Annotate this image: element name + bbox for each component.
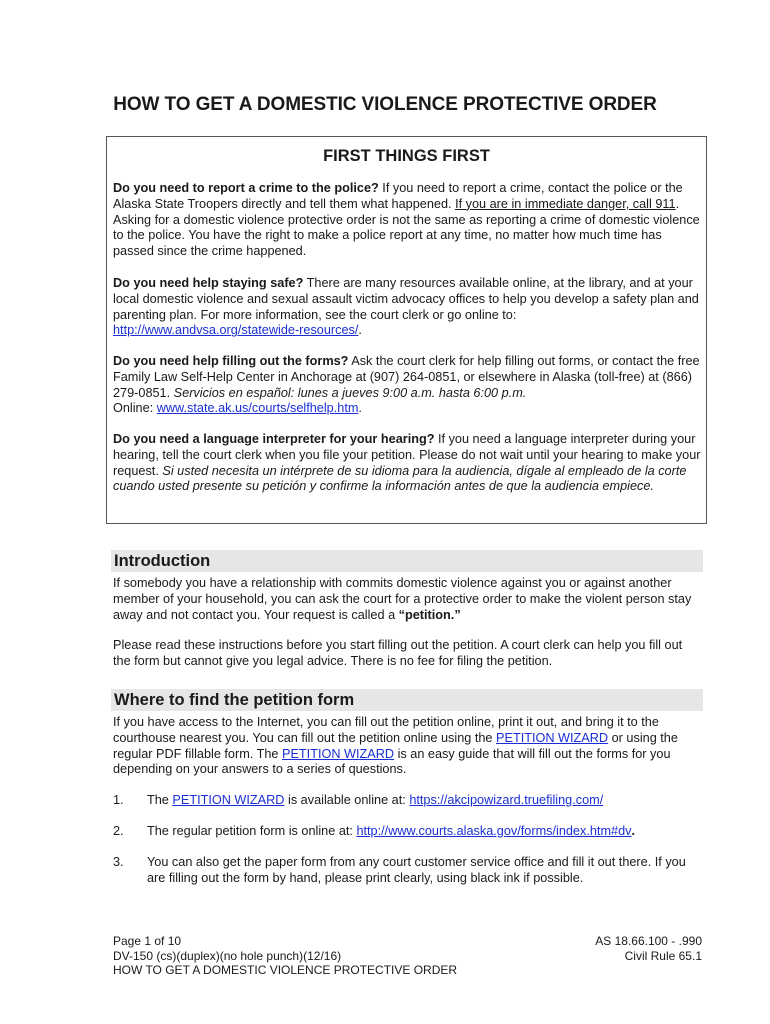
petition-wizard-link[interactable]: PETITION WIZARD <box>496 730 609 745</box>
footer-right <box>470 934 702 963</box>
question: Do you need help staying safe? <box>113 276 304 290</box>
question: Do you need a language interpreter for your hearing? <box>113 432 435 446</box>
emergency-note: If you are in immediate danger, call 911 <box>455 196 676 211</box>
question: Do you need help filling out the forms? <box>113 354 349 368</box>
interpreter-paragraph: Do you need a language interpreter for your hearing? If you need a language interpreter during your hearing, tell the court clerk when you file your petition. Please do not wait until your hearing to make your request. Si usted necesita un intérprete de su idioma para la audiencia, dígale al empleado de la corte cuando usted presente su petición y confirme la información antes de que la audiencia empiece. <box>113 432 701 494</box>
page-title: HOW TO GET A DOMESTIC VIOLENCE PROTECTIVE ORDER <box>113 94 657 115</box>
question: Do you need to report a crime to the police? <box>113 181 379 195</box>
intro-paragraph-2: Please read these instructions before you start filling out the petition. A court clerk can help you fill out the form but cannot give you legal advice. There is no fee for filing the petition. <box>113 638 683 668</box>
list-number: 3. <box>113 855 124 869</box>
list-item: The regular petition form is online at: http://www.courts.alaska.gov/forms/index.htm#dv. <box>147 824 635 838</box>
civil-rule-reference: Civil Rule 65.1 <box>624 948 702 963</box>
section-heading-where-to-find: Where to find the petition form <box>111 689 703 711</box>
box-heading: FIRST THINGS FIRST <box>323 147 490 165</box>
section-heading-introduction: Introduction <box>111 550 703 572</box>
report-crime-paragraph: Do you need to report a crime to the police? If you need to report a crime, contact the police or the Alaska State Troopers directly and tell them what happened. If you are in immediate danger, call 911. Asking for a domestic violence protective order is not the same as reporting a crime of domestic violence to the police. You have the right to make a police report at any time, no matter how much time has passed since the crime happened. <box>113 181 700 259</box>
form-code: DV-150 (cs)(duplex)(no hole punch)(12/16) <box>113 948 342 963</box>
truefiling-link[interactable]: https://akcipowizard.truefiling.com/ <box>409 793 604 807</box>
selfhelp-link[interactable]: www.state.ak.us/courts/selfhelp.htm <box>156 401 359 416</box>
intro-paragraph-1: If somebody you have a relationship with commits domestic violence against you or against another member of your household, you can ask the court for a protective order to make the violent person stay away and not contact you. Your request is called a “petition.” <box>113 576 692 622</box>
page-number: Page 1 of 10 <box>113 934 182 948</box>
courts-forms-link[interactable]: http://www.courts.alaska.gov/forms/index.htm#dv <box>356 824 632 838</box>
where-paragraph: If you have access to the Internet, you can fill out the petition online, print it out, and bring it to the courthouse nearest you. You can fill out the petition online using the PETITION WIZARD or using the regular PDF fillable form. The PETITION WIZARD is an easy guide that will fill out the forms for you depending on your answers to a series of questions. <box>113 715 678 777</box>
list-item: You can also get the paper form from any court customer service office and fill it out there. If you are filling out the form by hand, please print clearly, using black ink if possible. <box>147 855 686 885</box>
andvsa-link[interactable]: http://www.andvsa.org/statewide-resources/ <box>113 323 359 338</box>
filling-forms-paragraph: Do you need help filling out the forms? Ask the court clerk for help filling out forms, or contact the free Family Law Self-Help Center in Anchorage at (907) 264-0851, or elsewhere in Alaska (toll-free) at (866) 279-0851. Servicios en español: lunes a jueves 9:00 a.m. hasta 6:00 p.m. Online: www.state.ak.us/courts/selfhelp.htm. <box>113 354 700 416</box>
petition-wizard-link[interactable]: PETITION WIZARD <box>172 793 285 807</box>
list-number: 2. <box>113 824 124 838</box>
footer-title: HOW TO GET A DOMESTIC VIOLENCE PROTECTIVE ORDER <box>113 963 458 978</box>
petition-wizard-link[interactable]: PETITION WIZARD <box>282 746 395 761</box>
list-number: 1. <box>113 793 124 807</box>
statute-reference: AS 18.66.100 - .990 <box>595 934 702 948</box>
staying-safe-paragraph: Do you need help staying safe? There are many resources available online, at the library, and at your local domestic violence and sexual assault victim advocacy offices to help you develop a safety plan and parenting plan. For more information, see the court clerk or go online to: http://www.andvsa.org/statewide-resources/. <box>113 276 699 338</box>
list-item: The PETITION WIZARD is available online at: https://akcipowizard.truefiling.com/ <box>147 793 604 807</box>
footer-left <box>113 934 513 978</box>
